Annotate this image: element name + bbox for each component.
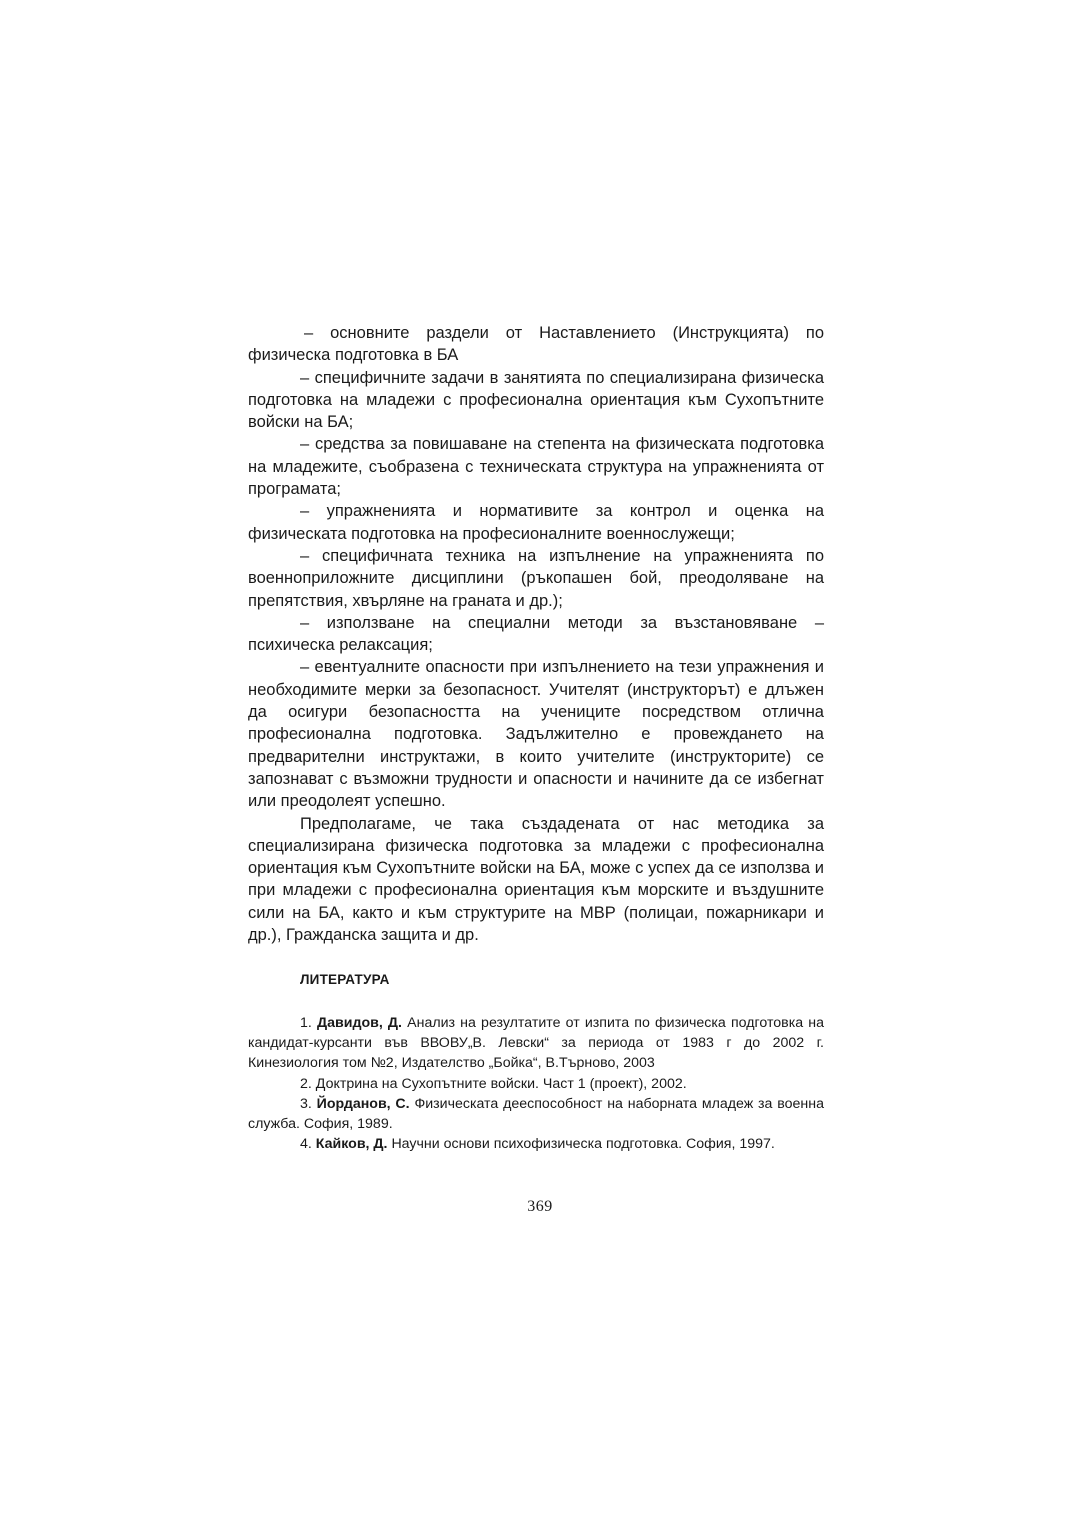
reference-number: 3. — [300, 1095, 312, 1112]
reference-item — [248, 1094, 824, 1134]
page-number: 369 — [527, 1198, 553, 1215]
paragraph-6: – използване на специални методи за възстановяване – психическа релаксация; — [248, 613, 824, 655]
reference-number: 1. — [300, 1015, 312, 1031]
paragraph-2: – специфичните задачи в занятията по специализирана физическа подготовка на младежи с професионална ориентация към Сухопътните войски на БА; — [248, 368, 824, 432]
reference-number: 2. — [300, 1075, 312, 1092]
reference-item — [248, 1134, 824, 1154]
reference-text: Доктрина на Сухопътните войски. Част 1 (проект), 2002. — [315, 1075, 687, 1092]
paragraph-7: – евентуалните опасности при изпълнението на тези упражнения и необходимите мерки за безопасност. Учителят (инструкторът) е длъжен да осигури безопасността на учениците посредством отлична професионална подготовка. Задължително е провеждането на предварителни инструктажи, в които учителите (инструкторите) се запознават с възможни трудности и опасности и начините да се избегнат или преодолеят успешно. — [248, 658, 824, 811]
reference-text: Физическата дееспособност на наборната младеж за военна служба. София, 1989. — [248, 1095, 824, 1133]
reference-number: 4. — [300, 1136, 312, 1153]
references-heading: ЛИТЕРАТУРА — [300, 972, 390, 987]
paragraph-8: Предполагаме, че така създадената от нас методика за специализирана физическа подготовка за младежи с професионална ориентация към Сухопътните войски на БА, може с успех да се използва и при младежи с професионална ориентация към морските и въздушните сили на БА, както и към структурите на МВР (полицаи, пожарникари и др.), Гражданска защита и др. — [248, 814, 824, 945]
paragraph-5: – специфичната техника на изпълнение на упражненията по военноприложните дисциплини (ръкопашен бой, преодоляване на препятствия, хвърляне на граната и др.); — [248, 546, 824, 610]
references-list — [248, 1013, 824, 1154]
reference-author: Давидов, Д. — [317, 1015, 402, 1031]
reference-text: Анализ на резултатите от изпита по физическа подготовка на кандидат-курсанти във ВВОВУ„В. Левски“ за периода от 1983 г до 2002 г. Кинезиология том №2, Издателство „Бойка“, В.Търново, 2003 — [248, 1015, 824, 1072]
paragraph-1: – основните раздели от Наставлението (Инструкцията) по физическа подготовка в БА — [248, 324, 824, 365]
reference-author: Йорданов, С. — [316, 1095, 410, 1112]
paragraph-3: – средства за повишаване на степента на физическата подготовка на младежите, съобразена с техническата структура на упражненията от програмата; — [248, 435, 824, 499]
reference-author: Кайков, Д. — [315, 1136, 388, 1153]
reference-text: Научни основи психофизическа подготовка. София, 1997. — [391, 1136, 775, 1153]
reference-item — [248, 1013, 824, 1074]
body-text — [248, 322, 824, 946]
reference-item — [248, 1074, 824, 1094]
paragraph-4: – упражненията и нормативите за контрол и оценка на физическата подготовка на професионалните военнослужещи; — [248, 502, 824, 543]
